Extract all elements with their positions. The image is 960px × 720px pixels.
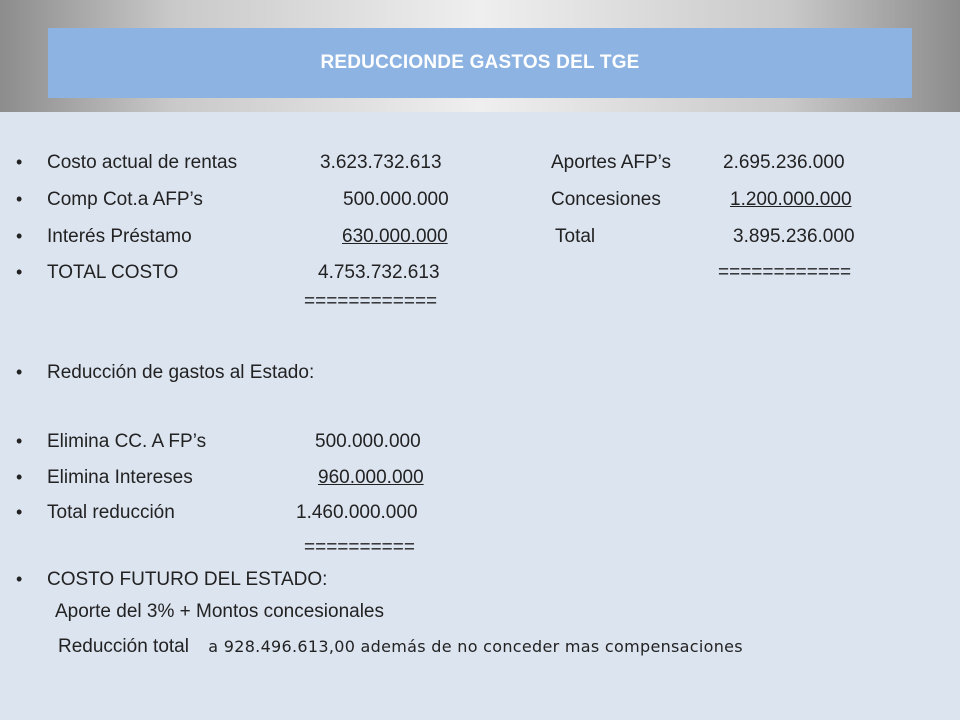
bullet: • <box>16 226 23 246</box>
item-amount: 500.000.000 <box>315 431 421 452</box>
list-item <box>0 226 960 254</box>
sub-line-lead: Reducción total <box>58 636 189 657</box>
item-label: Interés Préstamo <box>47 226 192 247</box>
slide-title: REDUCCIONDE GASTOS DEL TGE <box>320 52 640 73</box>
item-amount: 960.000.000 <box>318 467 424 488</box>
list-item <box>0 362 960 390</box>
list-item <box>0 189 960 217</box>
item-label-2: Concesiones <box>551 189 661 210</box>
item-label: Elimina Intereses <box>47 467 193 488</box>
separator: ============ <box>304 291 438 312</box>
sub-line <box>58 636 743 658</box>
list-item <box>0 262 960 290</box>
list-item <box>0 502 960 530</box>
item-amount-2: 1.200.000.000 <box>730 189 852 210</box>
item-label-2: Total <box>555 226 596 247</box>
sub-line: Aporte del 3% + Montos concesionales <box>55 601 385 622</box>
item-label: Elimina CC. A FP’s <box>47 431 207 452</box>
list-item <box>0 431 960 459</box>
item-label: Comp Cot.a AFP’s <box>47 189 203 210</box>
item-label: Reducción de gastos al Estado: <box>47 362 315 383</box>
item-amount: 4.753.732.613 <box>318 262 440 283</box>
item-amount: 3.623.732.613 <box>320 152 442 173</box>
item-label: COSTO FUTURO DEL ESTADO: <box>47 569 328 590</box>
item-amount-2: 3.895.236.000 <box>733 226 855 247</box>
bullet: • <box>16 152 23 172</box>
item-label: TOTAL COSTO <box>47 262 179 283</box>
list-item <box>0 152 960 180</box>
list-item <box>0 467 960 495</box>
bullet: • <box>16 569 23 589</box>
item-amount: 630.000.000 <box>342 226 448 247</box>
bullet: • <box>16 262 23 282</box>
item-label: Costo actual de rentas <box>47 152 238 173</box>
bullet: • <box>16 502 23 522</box>
bullet: • <box>16 431 23 451</box>
list-item <box>0 569 960 597</box>
bullet: • <box>16 362 23 382</box>
item-amount: 1.460.000.000 <box>296 502 418 523</box>
separator: ============ <box>718 262 852 283</box>
item-amount-2: 2.695.236.000 <box>723 152 845 173</box>
item-amount: 500.000.000 <box>343 189 449 210</box>
bullet: • <box>16 189 23 209</box>
bullet: • <box>16 467 23 487</box>
separator: ========== <box>304 537 415 558</box>
item-label: Total reducción <box>47 502 175 523</box>
item-label-2: Aportes AFP’s <box>551 152 672 173</box>
sub-line-rest: a 928.496.613,00 además de no conceder mas compensaciones <box>208 637 743 656</box>
title-banner <box>48 28 912 98</box>
